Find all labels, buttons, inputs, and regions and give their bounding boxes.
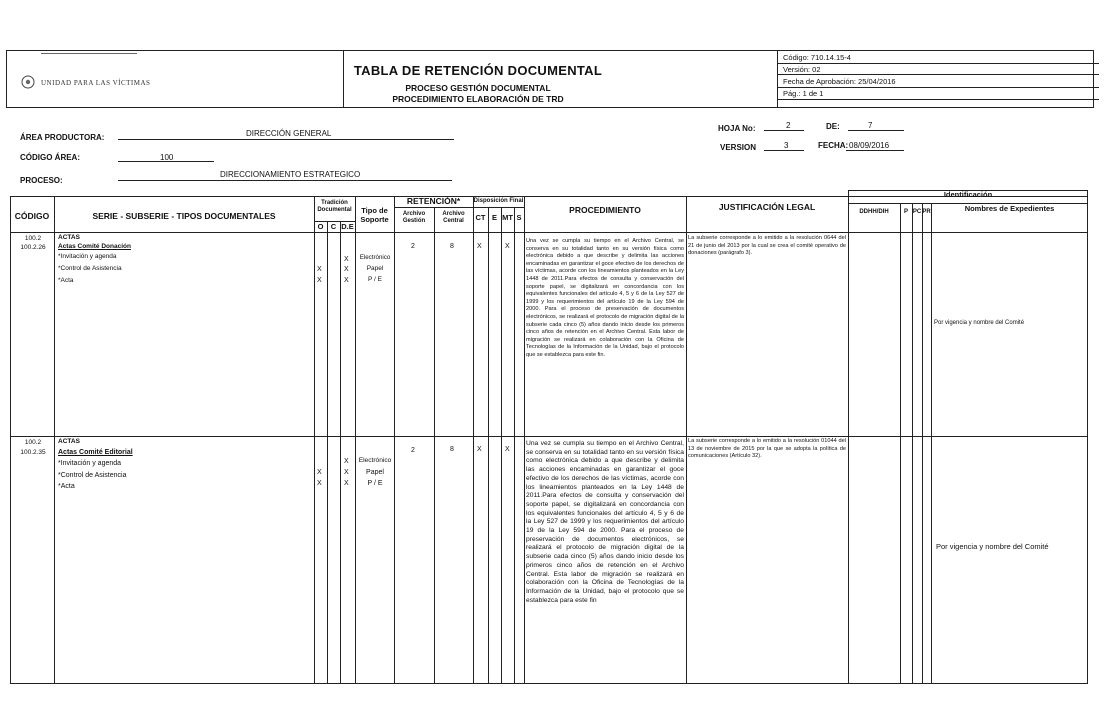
row1-gestion: 2 xyxy=(411,243,415,250)
area-label: ÁREA PRODUCTORA: xyxy=(20,133,105,142)
de-label: DE: xyxy=(826,122,840,131)
row2-soporte: Electrónico xyxy=(358,457,392,464)
fecha-value: 08/09/2016 xyxy=(849,141,890,150)
row2-de-mark: X xyxy=(344,458,349,465)
row2-justificacion: La subserie corresponde a lo emitido a la resolución 01044 del 13 de noviembre de 2015 por la que se adopta la política de comunicaciones (Artículo 32). xyxy=(688,438,846,460)
row1-nombres: Por vigencia y nombre del Comité xyxy=(934,320,1025,326)
row1-justificacion: La subserie corresponde a lo emitido a la resolución 0644 del 21 de junio del 2013 por la cual se crea el comité operativo de donaciones (parágrafo 3). xyxy=(688,235,846,257)
row1-soporte: Electrónico xyxy=(359,254,391,261)
document-title: TABLA DE RETENCIÓN DOCUMENTAL xyxy=(353,63,603,78)
row2-ct: X xyxy=(477,446,482,453)
row1-de-mark: X xyxy=(344,266,349,273)
row1-soporte: Papel xyxy=(366,265,384,272)
row2-o-mark: X xyxy=(317,480,322,487)
row2-soporte: P / E xyxy=(367,480,383,487)
col-retencion: RETENCIÓN* xyxy=(406,196,461,206)
codigo-area-label: CÓDIGO ÁREA: xyxy=(20,153,80,162)
procedure-subtitle: PROCEDIMIENTO ELABORACIÓN DE TRD xyxy=(392,94,564,104)
row2-code1: 100.2 xyxy=(24,439,42,446)
proceso-label: PROCESO: xyxy=(20,176,63,185)
row2-o-mark: X xyxy=(317,469,322,476)
row2-gestion: 2 xyxy=(411,447,415,454)
col-c: C xyxy=(330,222,337,231)
version-value: 3 xyxy=(784,141,789,150)
row2-serie: ACTAS xyxy=(58,438,80,445)
row1-procedimiento: Una vez se cumpla su tiempo en el Archivo Central, se conserva en su totalidad tanto en su versión física como electrónica debido a que describe y delimita las acciones encaminadas en garantizar el goce efectivo de los derechos de las víctimas, acorde con los lineamientos planteados en la Ley 1448 de 2011.Para efectos de consulta y conservación del soporte papel, se digitalizará en concordancia con los equivalentes funcionales del artículo 4, 5 y 6 de la Ley 527 de 1999 y los requerimientos del artículo 19 de la Ley 594 de 2000. Para el proceso de preservación de documentos electrónicos, se realizará el protocolo de migración digital de la subserie cada cinco (5) años dando inicio desde los primeros cinco años de retención en el Archivo Central. Esta labor de migración se realizará en colaboración con la Oficina de Tecnologías de la Información de la Unidad, bajo el protocolo que se establezca para este fin. xyxy=(526,238,684,358)
col-tradicion: Tradición Documental xyxy=(317,200,352,213)
row1-serie: ACTAS xyxy=(58,234,80,241)
row1-ct: X xyxy=(477,243,482,250)
row1-o-mark: X xyxy=(317,277,322,284)
col-de: D.E xyxy=(341,222,354,231)
col-procedimiento: PROCEDIMIENTO xyxy=(569,205,641,215)
seal-icon xyxy=(21,75,35,89)
process-subtitle: PROCESO GESTIÓN DOCUMENTAL xyxy=(405,83,551,93)
codigo-area-value: 100 xyxy=(160,153,174,162)
row1-code1: 100.2 xyxy=(24,235,42,242)
row2-tipo: *Control de Asistencia xyxy=(58,472,127,479)
document-header xyxy=(6,50,1094,108)
col-codigo: CÓDIGO xyxy=(14,211,50,221)
row1-de-mark: X xyxy=(344,256,349,263)
col-ret-central: Archivo Central xyxy=(442,211,465,224)
hoja-value: 2 xyxy=(786,121,791,130)
de-value: 7 xyxy=(868,121,873,130)
version-label: VERSION xyxy=(720,143,757,152)
row2-de-mark: X xyxy=(344,469,349,476)
fecha-label: FECHA: xyxy=(818,141,849,150)
row2-procedimiento: Una vez se cumpla su tiempo en el Archivo Central, se conserva en su totalidad tanto en su versión física como electrónica debido a que describe y delimita las acciones encaminadas en garantizar el goce efectivo de los derechos de las víctimas, acorde con los lineamientos planteados en la Ley 1448 de 2011.Para efectos de consulta y conservación del soporte papel, se digitalizará en concordancia con los equivalentes funcionales del artículo 4, 5 y 6 de la Ley 527 de 1999 y los requerimientos del artículo 19 de la Ley 594 de 2000. Para el proceso de preservación de documentos electrónicos, se realizará el protocolo de migración digital de la subserie cada cinco (5) años dando inicio desde los primeros cinco años de retención en el Archivo Central. Esta labor de migración se realizará en colaboración con la Oficina de Tecnologías de la Información de la Unidad, bajo el protocolo que se establezca para este fin xyxy=(526,440,684,604)
row1-soporte: P / E xyxy=(368,276,382,283)
col-pc: PC xyxy=(912,209,922,215)
row1-mt: X xyxy=(505,243,510,250)
row2-subserie: Actas Comité Editorial xyxy=(58,449,133,456)
row2-tipo: *Invitación y agenda xyxy=(58,460,122,467)
col-ret-gestion: Archivo Gestión xyxy=(402,211,426,224)
row1-code2: 100.2.26 xyxy=(20,244,46,251)
control-fecha: Fecha de Aprobación: 25/04/2016 xyxy=(783,77,896,86)
col-pr: PR xyxy=(922,209,931,215)
col-identificacion: Identificación xyxy=(943,190,993,199)
row1-o-mark: X xyxy=(317,266,322,273)
retention-table xyxy=(10,190,1088,684)
row1-central: 8 xyxy=(450,243,454,250)
area-value: DIRECCIÓN GENERAL xyxy=(246,129,332,138)
col-justificacion: JUSTIFICACIÓN LEGAL xyxy=(718,202,816,212)
col-nombres: Nombres de Expedientes xyxy=(964,204,1055,213)
row2-central: 8 xyxy=(450,446,454,453)
row2-soporte: Papel xyxy=(366,469,384,476)
col-soporte: Tipo de Soporte xyxy=(360,206,389,224)
col-ddhh: DDHH/DIH xyxy=(859,209,889,215)
row2-code2: 100.2.35 xyxy=(20,449,46,456)
col-serie: SERIE - SUBSERIE - TIPOS DOCUMENTALES xyxy=(92,211,276,221)
row1-tipo: *Acta xyxy=(58,277,74,284)
hoja-label: HOJA No: xyxy=(718,124,756,133)
row1-de-mark: X xyxy=(344,277,349,284)
col-s: S xyxy=(516,213,522,222)
row2-tipo: *Acta xyxy=(58,483,75,490)
col-ct: CT xyxy=(475,213,486,222)
col-e: E xyxy=(491,213,497,222)
control-codigo: Código: 710.14.15-4 xyxy=(783,53,851,62)
control-version: Versión: 02 xyxy=(783,65,821,74)
col-o: O xyxy=(317,222,324,231)
row1-subserie: Actas Comité Donación xyxy=(58,243,131,250)
row2-mt: X xyxy=(505,446,510,453)
proceso-value: DIRECCIONAMIENTO ESTRATEGICO xyxy=(220,170,361,179)
col-p: P xyxy=(903,209,908,215)
control-pagina: Pág.: 1 de 1 xyxy=(783,89,824,98)
unidad-logo xyxy=(21,75,181,91)
col-mt: MT xyxy=(502,213,513,222)
row2-de-mark: X xyxy=(344,480,349,487)
row2-nombres: Por vigencia y nombre del Comité xyxy=(936,542,1049,551)
col-disposicion: Disposición Final xyxy=(473,198,524,204)
row1-tipo: *Control de Asistencia xyxy=(58,265,122,272)
logo-text: UNIDAD PARA LAS VÍCTIMAS xyxy=(41,79,151,87)
row1-tipo: *Invitación y agenda xyxy=(58,253,117,260)
